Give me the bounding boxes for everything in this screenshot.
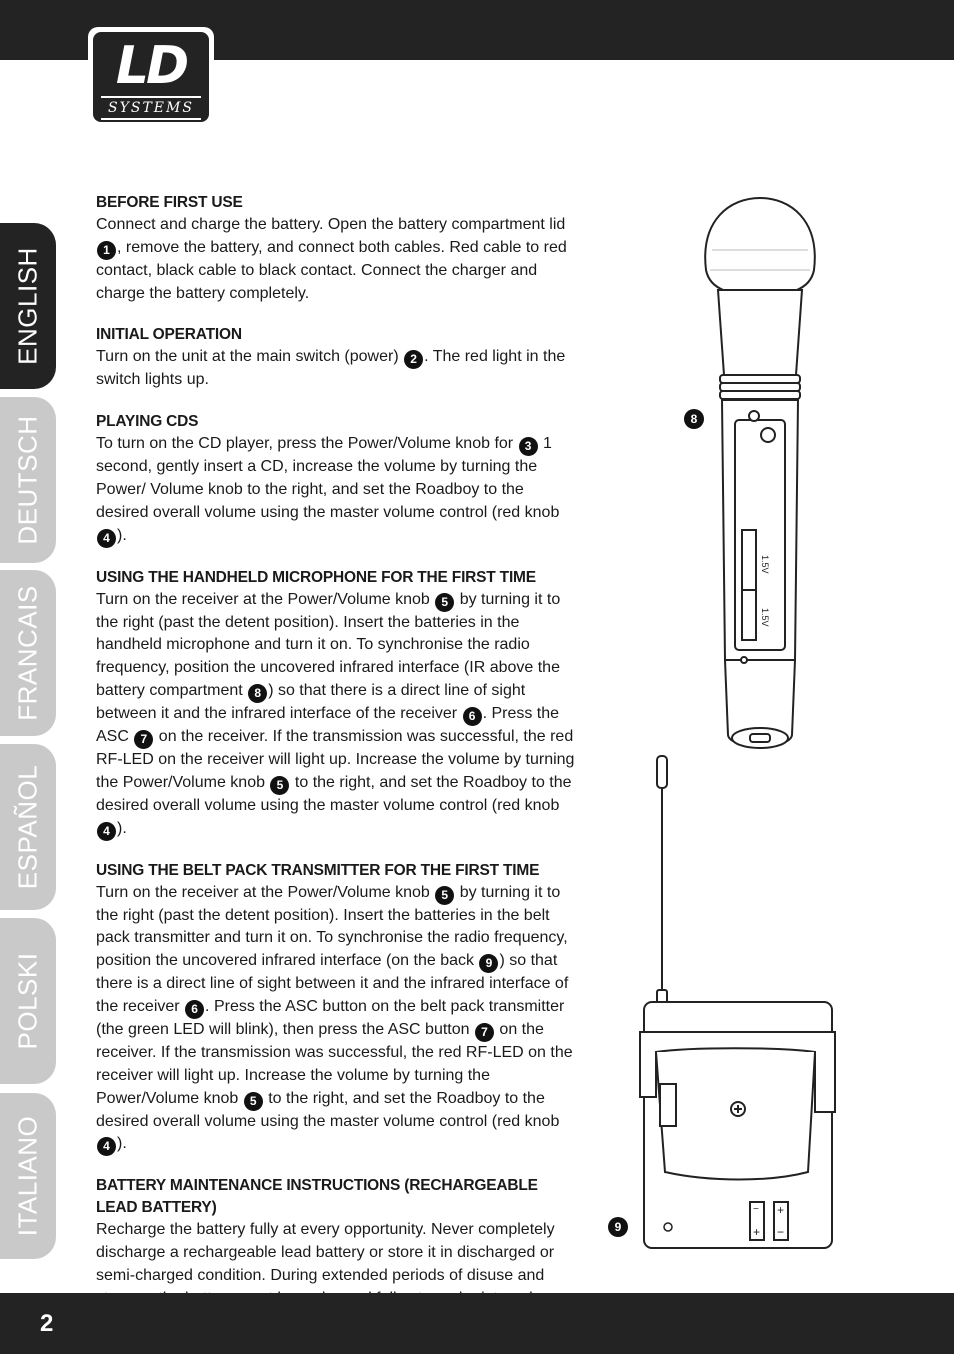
callout-badge: 5 — [270, 776, 289, 795]
mic-callout-badge: 8 — [684, 409, 704, 429]
callout-badge: 5 — [435, 886, 454, 905]
callout-badge: 3 — [519, 437, 538, 456]
brand-logo — [88, 27, 214, 127]
section-body-handheld: Turn on the receiver at the Power/Volume knob 5 by turning it to the right (past the detent position). Insert the batteries in the handheld microphone and turn it on. To synchronise the radio frequency, position the uncovered infrared interface (IR above the battery compartment 8 ) so that there is a direct line of sight between it and the infrared interface of the receiver 6 . Press the ASC 7 on the receiver. If the transmission was successful, the red RF-LED on the receiver will light up. Increase the volume by turning the Power/Volume knob 5 to the right, and set the Roadboy to the desired overall volume using the master volume control (red knob 4 ). — [96, 589, 578, 841]
callout-badge: 9 — [479, 954, 498, 973]
mic-battery-label-1: 1.5V — [760, 555, 770, 574]
footer-bar — [0, 1293, 954, 1354]
callout-badge: 6 — [463, 707, 482, 726]
main-content — [96, 192, 578, 1311]
battery-plus-sign: + — [777, 1203, 785, 1217]
callout-badge: 7 — [475, 1023, 494, 1042]
section-body-before-first-use: Connect and charge the battery. Open the battery compartment lid 1 , remove the battery, and connect both cables. Red cable to red contact, black cable to black contact. Connect the charger and charge the battery completely. — [96, 216, 567, 302]
section-heading-playing-cds: PLAYING CDS — [96, 413, 199, 431]
tab-label: POLSKI — [12, 952, 43, 1050]
tab-deutsch[interactable] — [0, 397, 56, 563]
tab-label: ESPAÑOL — [12, 764, 43, 890]
callout-badge: 8 — [248, 684, 267, 703]
section-body-playing-cds: To turn on the CD player, press the Power/Volume knob for 3 1 second, gently insert a CD, increase the volume by turning the Power/ Volume knob to the right, and set the Roadboy to the desired overall volume using the master volume control (red knob 4 ). — [96, 433, 578, 547]
tab-polski[interactable] — [0, 918, 56, 1084]
tab-label: ITALIANO — [12, 1115, 43, 1237]
beltpack-transmitter-illustration — [630, 752, 845, 1257]
battery-minus-sign: − — [777, 1225, 785, 1239]
section-heading-before-first-use: BEFORE FIRST USE — [96, 194, 243, 211]
page-number: 2 — [40, 1310, 54, 1337]
tab-italiano[interactable] — [0, 1093, 56, 1259]
section-body-beltpack: Turn on the receiver at the Power/Volume knob 5 by turning it to the right (past the detent position). Insert the batteries in the belt pack transmitter and turn it on. To synchronise the radio frequency, position the uncovered infrared interface (on the back 9 ) so that there is a direct line of sight between it and the infrared interface of the receiver 6 . Press the ASC button on the belt pack transmitter (the green LED will blink), then press the ASC button 7 on the receiver. If the transmission was successful, the red RF-LED on the receiver will light up. Increase the volume by turning the Power/Volume knob 5 to the right, and set the Roadboy to the desired overall volume using the master volume control (red knob 4 ). — [96, 882, 578, 1157]
tab-label: FRANCAIS — [12, 585, 43, 721]
section-heading-initial-operation: INITIAL OPERATION — [96, 326, 242, 344]
beltpack-callout-badge: 9 — [608, 1217, 628, 1237]
battery-minus-sign: − — [753, 1204, 759, 1215]
callout-badge: 4 — [97, 1137, 116, 1156]
tab-espanol[interactable] — [0, 744, 56, 910]
mic-battery-label-2: 1.5V — [760, 608, 770, 627]
logo-sub-text: SYSTEMS — [101, 96, 201, 120]
battery-plus-sign: + — [753, 1225, 761, 1239]
handheld-microphone-illustration — [690, 190, 830, 760]
tab-label: DEUTSCH — [12, 415, 43, 545]
callout-badge: 6 — [185, 1000, 204, 1019]
section-body-initial-operation: Turn on the unit at the main switch (power) 2 . The red light in the switch lights up. — [96, 348, 566, 389]
callout-badge: 4 — [97, 822, 116, 841]
callout-badge: 5 — [244, 1092, 263, 1111]
section-body-battery: Recharge the battery fully at every opportunity. Never completely discharge a rechargeable lead battery or store it in discharged or semi-charged condition. During extended periods of disuse and — [96, 1221, 555, 1284]
section-heading-battery: BATTERY MAINTENANCE INSTRUCTIONS (RECHARGEABLE LEAD BATTERY) — [96, 1177, 538, 1217]
logo-main-text: LD — [115, 36, 187, 96]
tab-francais[interactable] — [0, 570, 56, 736]
tab-label: ENGLISH — [12, 247, 43, 365]
section-heading-beltpack: USING THE BELT PACK TRANSMITTER FOR THE FIRST TIME — [96, 861, 540, 879]
section-heading-handheld: USING THE HANDHELD MICROPHONE FOR THE FIRST TIME — [96, 568, 536, 586]
callout-badge: 5 — [435, 593, 454, 612]
tab-english[interactable] — [0, 223, 56, 389]
callout-badge: 7 — [134, 730, 153, 749]
callout-badge: 1 — [97, 241, 116, 260]
callout-badge: 4 — [97, 529, 116, 548]
callout-badge: 2 — [404, 350, 423, 369]
